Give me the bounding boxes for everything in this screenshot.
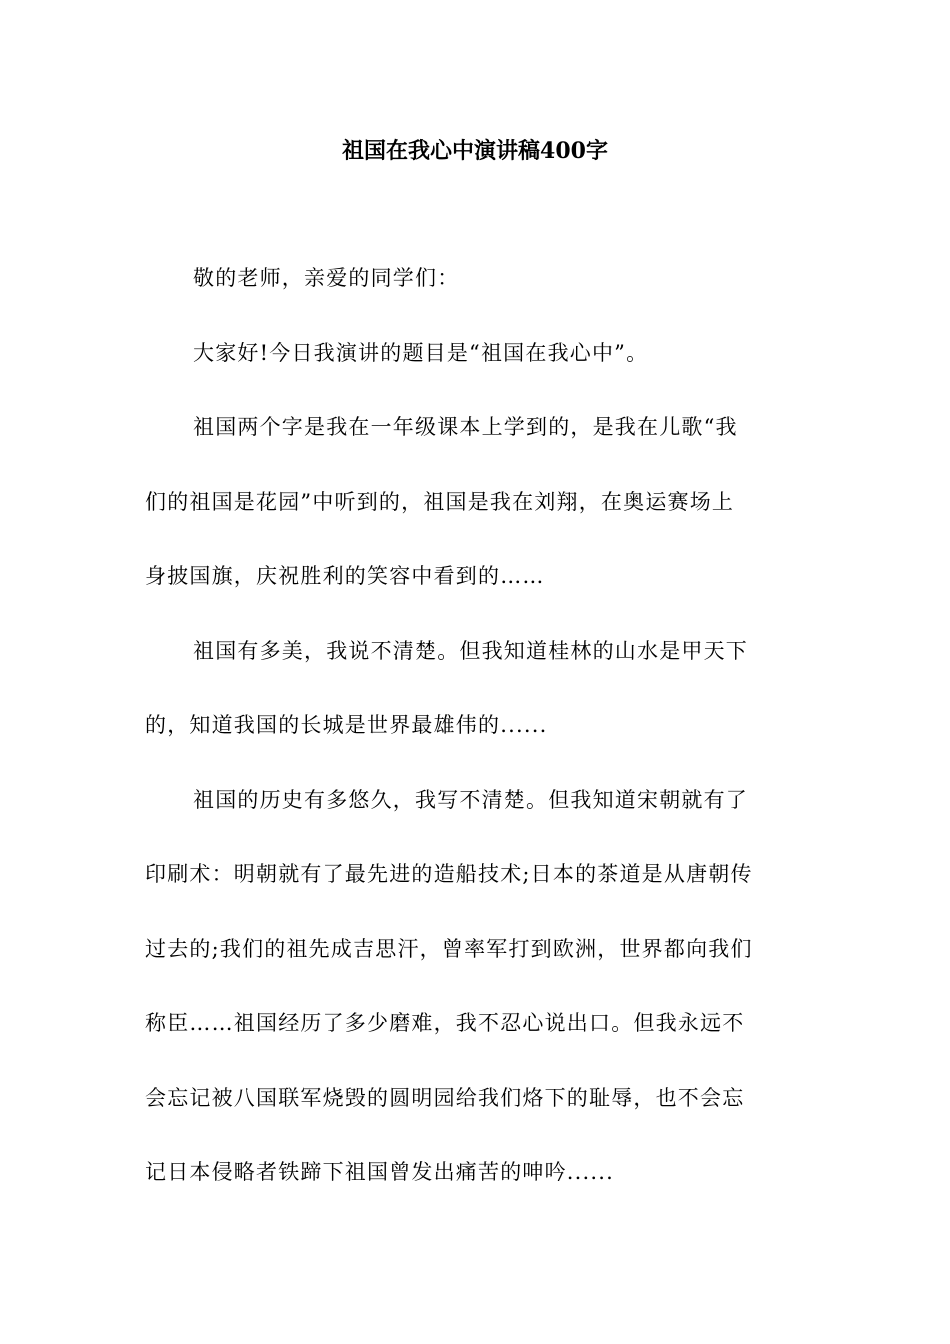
text-line-11: 称臣……祖国经历了多少磨难，我不忍心说出口。但我永远不: [145, 1011, 745, 1035]
text-line-12: 会忘记被八国联军烧毁的圆明园给我们烙下的耻辱，也不会忘: [145, 1085, 745, 1110]
text-line-5: 身披国旗，庆祝胜利的笑容中看到的……: [145, 564, 545, 588]
text-line-2: 大家好!今日我演讲的题目是“祖国在我心中”。: [193, 340, 649, 365]
text-line-1: 敬的老师，亲爱的同学们：: [193, 266, 460, 290]
document-title: 祖国在我心中演讲稿400字: [342, 138, 608, 164]
text-line-4: 们的祖国是花园”中听到的，祖国是我在刘翔，在奥运赛场上: [145, 489, 735, 514]
text-line-9: 印刷术：明朝就有了最先进的造船技术;日本的茶道是从唐朝传: [145, 862, 753, 886]
text-line-7: 的，知道我国的长城是世界最雄伟的......: [145, 713, 548, 737]
text-line-13: 记日本侵略者铁蹄下祖国曾发出痛苦的呻吟......: [145, 1160, 615, 1184]
text-line-10: 过去的;我们的祖先成吉思汗，曾率军打到欧洲，世界都向我们: [145, 936, 753, 961]
text-line-6: 祖国有多美，我说不清楚。但我知道桂林的山水是甲天下: [193, 638, 748, 663]
text-line-3: 祖国两个字是我在一年级课本上学到的，是我在儿歌“我: [193, 415, 738, 439]
document-body: [145, 258, 810, 1227]
text-line-8: 祖国的历史有多悠久，我写不清楚。但我知道宋朝就有了: [193, 787, 748, 812]
